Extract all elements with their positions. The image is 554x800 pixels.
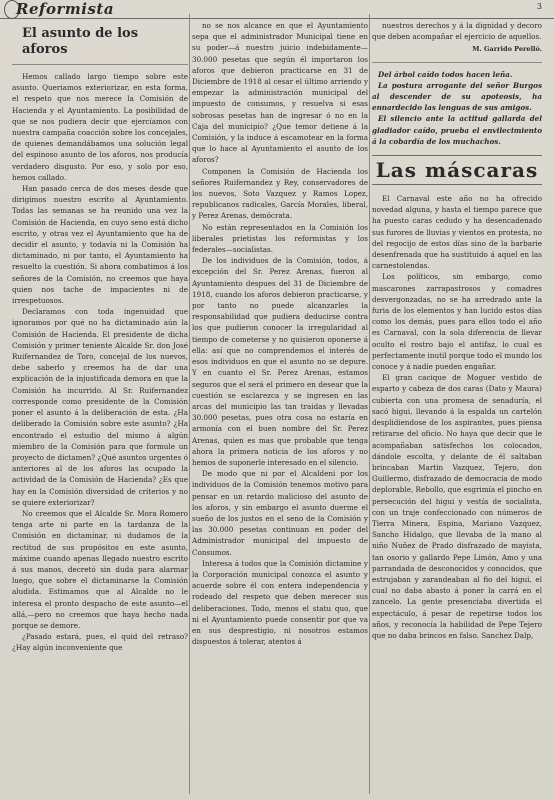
article-heading-aforos: El asunto de los aforos <box>22 26 139 57</box>
column-3 <box>372 20 542 800</box>
paragraph: El Carnaval este año no ha ofrecido novedad alguna, y hasta el tiempo parece que ha puesto caras cedudo y ha desencadenado sus furores de lluvias y vientos en protesta, no del regocijo de estos días sino de la barbarie desenfrenada que ha sustituido á aquel en las carnestolendas. <box>372 194 542 271</box>
paragraph: El gran cacique de Moguer vestido de esparto y cabeza de dos caras (Dato y Maura) cubierta con una promesa de senaduría, el sacó higui, llevando á la espalda un cartelón desplidiendose de los aspirantes, pues piensa retirarse del oficio. No haya que decir que le acompañaban satisfechos los colocados, dándole escolta, y delante de él saltaban brincaban Martin Vazquez, Tejero, don Guillermo, disfrazado de democracia de modo deplorable, Rebollo, que esgrimía el pincho en persecución del higui y vestía de socialista, con un traje confeccionado con números de Tierra Minera, Espina, Mariano Vazquez, Sancho Hidalgo, que llevaba de la mano al niño Nuñez de Prado disfrazado de mayista, tan osorio y gallardo Pepe Limón, Amo y una parrandada de desconocidos y conocidos, que estrujaban y zarandeaban al fio del higui, el cual no daba abasto á poner la carrá en el zancelo. La gente presenciaba divertida el espectáculo, á pesar de repetirse todos los años, y reconocía la habilidad de Pepe Tejero que no daba brincos en falso. Sanchez Dalp, <box>372 373 542 640</box>
page-number: 3 <box>536 2 542 11</box>
paragraph: No están representados en la Comisión los liberales prietistas los reformistas y los federales—socialistas. <box>192 222 368 255</box>
paragraph: Hemos callado largo tiempo sobre este asunto. Queriamos exteriorizar, en esta forma, el respeto que nos merece la Comisión de Hacienda y el Ayuntamiento. La posibilidad de que se nos pudiera decir que ejercíamos con nuestra campaña coacción sobre los concejales, de quienes demandábamos una solución legal del espinoso asunto de los aforos, nos producía verdadero disgusto. Por eso, y solo por eso, hemos callado. <box>12 72 188 182</box>
poem-line: Del árbol caído todos hacen leña. <box>378 69 513 79</box>
column-2 <box>192 20 368 800</box>
column-rule-1 <box>189 14 190 794</box>
heading-divider <box>12 64 188 65</box>
paragraph: ¿Pasado estará, pues, el quid del retraso? ¿Hay algún inconveniente que <box>12 632 188 653</box>
paragraph: Han pasado cerca de dos meses desde que dirigimos nuestro escrito al Ayuntamiento. Todas las semanas se ha reunido una vez la Comisión de Hacienda, en cuyo seno está dicho escrito, y otras vez el Ayuntamiento que ha de decidir el asunto, y todavía ni la Comisión ha dictaminado, ni por tanto, el Ayuntamiento ha resuelto la cuestión. Si ahora combatimos á los señores de la Comisión, no creemos que haya quien nos tache de impacientes ni de irrespetuosos. <box>12 184 188 306</box>
paragraph: No creemos que el Alcalde Sr. Mora Romero tenga arte ni parte en la tardanza de la Comisión en dictaminar, ni dudamos de la rectitud de sus propósitos en este asunto, máxime cuando apenas llegado nuestro escrito á sus manos, decretó sin duda para alarmar luego, que sobre el dictaminarse la Comisión aludida. Estimamos que al Alcalde no le interesa el pronto despacho de este asunto—el allá,—pero no creemos que haya hecho nada porque se demore. <box>12 508 188 630</box>
paragraph: De los individuos de la Comisión, todos, á excepción del Sr. Perez Arenas, fueron al Ayuntamiento despues del 31 de Diciembre de 1918, cuando los aforos debieron practicarse, y por tanto no puede alcanzarles la responsabilidad que pudiera deducirse contra los que pudieron conocer la irregularidad al tiempo de cometerse y no quisieron oponerse á ella: así que no comprendemos el interés de esos individuos en que el asunto no se depure. Y en cuanto el Sr. Perez Arenas, estamos seguros que el será el primero en desear que la cuestión se esclarezca y se ingresen en las arcas del municipio las tan traidas y llevadas 30.000 pesetas, pues otra cosa no estaría en armonía con el buen nombre del Sr. Perez Arenas, quien es mas que probable que tenga ahora la primera noticia de los aforos y no hemos de suponerle interesado en el silencio. <box>192 256 368 467</box>
column-1 <box>12 20 188 800</box>
paragraph: no se nos alcance en que el Ayuntamiento sepa que el administrador Municipal tiene en su poder—á nuestro juicio indebidamente—30.000 pesetas que según él importaron los aforos que debieron practicarse en 31 de Diciembre de 1918 al cesar el último arriendo y empezar la administración municipal del impuesto de consumos, y resuelva si esas sobrosas pesetas han de ingresar ó no en la Caja del municipio? ¿Que temor detiene á la Comisión, y la induce á escamotear en la forma que lo hace al Ayuntamiento el asunto de los aforos? <box>192 21 368 165</box>
poem <box>372 69 542 147</box>
paragraph: Componen la Comisión de Hacienda los señores Ruifernandez y Rey, conservadores de los nuevos, Soto Vazquez y Ramos Lopez, republicanos radicales, García Morales, liberal, y Perez Arenas, demócrata. <box>192 166 368 221</box>
paragraph: Declaramos con toda ingenuidad que ignoramos por qué no ha dictaminado aún la Comisión de Hacienda. El presidente de dicha Comisión y primer teniente Alcalde Sr. don José Ruifernandez de Toro, concejal de los nuevos, debe saberlo y creemos ha de dar una explicación de la injustificada demora en que la Comisión ha incurrido. Al Sr. Ruifernandez corresponde como presidente de la Comisión poner el asunto á la deliberación de esta. ¿Ha deliberado la Comisión sobre este asunto? ¿Ha encontrado el estudio del mismo á algún miembro de la Comisión para que formule un proyecto de dictamen? ¿Qué asuntos urgentes ó anteriores al de los aforos las ocupado la actividad de la Comisión de Hacienda? ¿Es que hay en la Comisión diversidad de criterios y no se quiere exteriorizar? <box>12 307 188 507</box>
poem-line: La postura arrogante del señor Burgos al descender de su apoteosis, ha ennardecido las lenguas de sus amigos. <box>372 80 542 113</box>
article-heading-mascaras: Las máscaras <box>372 155 542 185</box>
paragraph: nuestros derechos y á la dignidad y decoro que deben acompañar el ejercicio de aquellos. <box>372 21 542 42</box>
paragraph: Interesa á todos que la Comisión dictamine y la Corporación municipal conozca el asunto y acuerde sobre él con entera independencia y rodeado del respeto que deben merecer sus deliberaciones. Todo, menos el statu quo, que ni el Ayuntamiento puede consentir por que va en sus desprestigio, ni nosotros estamos dispuestos á tolerar, atentos á <box>192 558 368 647</box>
column-rule-2 <box>369 14 370 794</box>
poem-line: El silencio ante la actitud gallarda del gladiador caído, prueba el envilecimiento á la cobardía de los muchachos. <box>372 114 542 146</box>
masthead-title: Reformista <box>16 0 115 18</box>
masthead <box>0 0 554 19</box>
signature: M. Garrido Perelló. <box>472 45 542 54</box>
paragraph: Los políticos, sin embargo, como mascarones zarrapastrosos y comadres desvergonzadas, no se ha arredrado ante la furia de los elementos y han lucido estos días como los demás, pues para ellos todo el año es Carnaval, con la sola diferencia de llevar oculto el rostro bajo el antifaz, lo cual es perfectamente inutil porque todo el mundo los conoce y á nadie pueden engañar. <box>372 272 542 372</box>
paragraph: De modo que ni por el Alcaldeni por los individuos de la Comisión tenemos motivo para pensar en un retardo malicioso del asunto de los aforos, y sin embargo el asunto duerme el sueño de los justos en el seno de la Comisión y las 30.000 pesetas continuan en poder del Administrador municipal del impuesto de Consumos. <box>192 469 368 557</box>
section-divider <box>372 62 542 63</box>
